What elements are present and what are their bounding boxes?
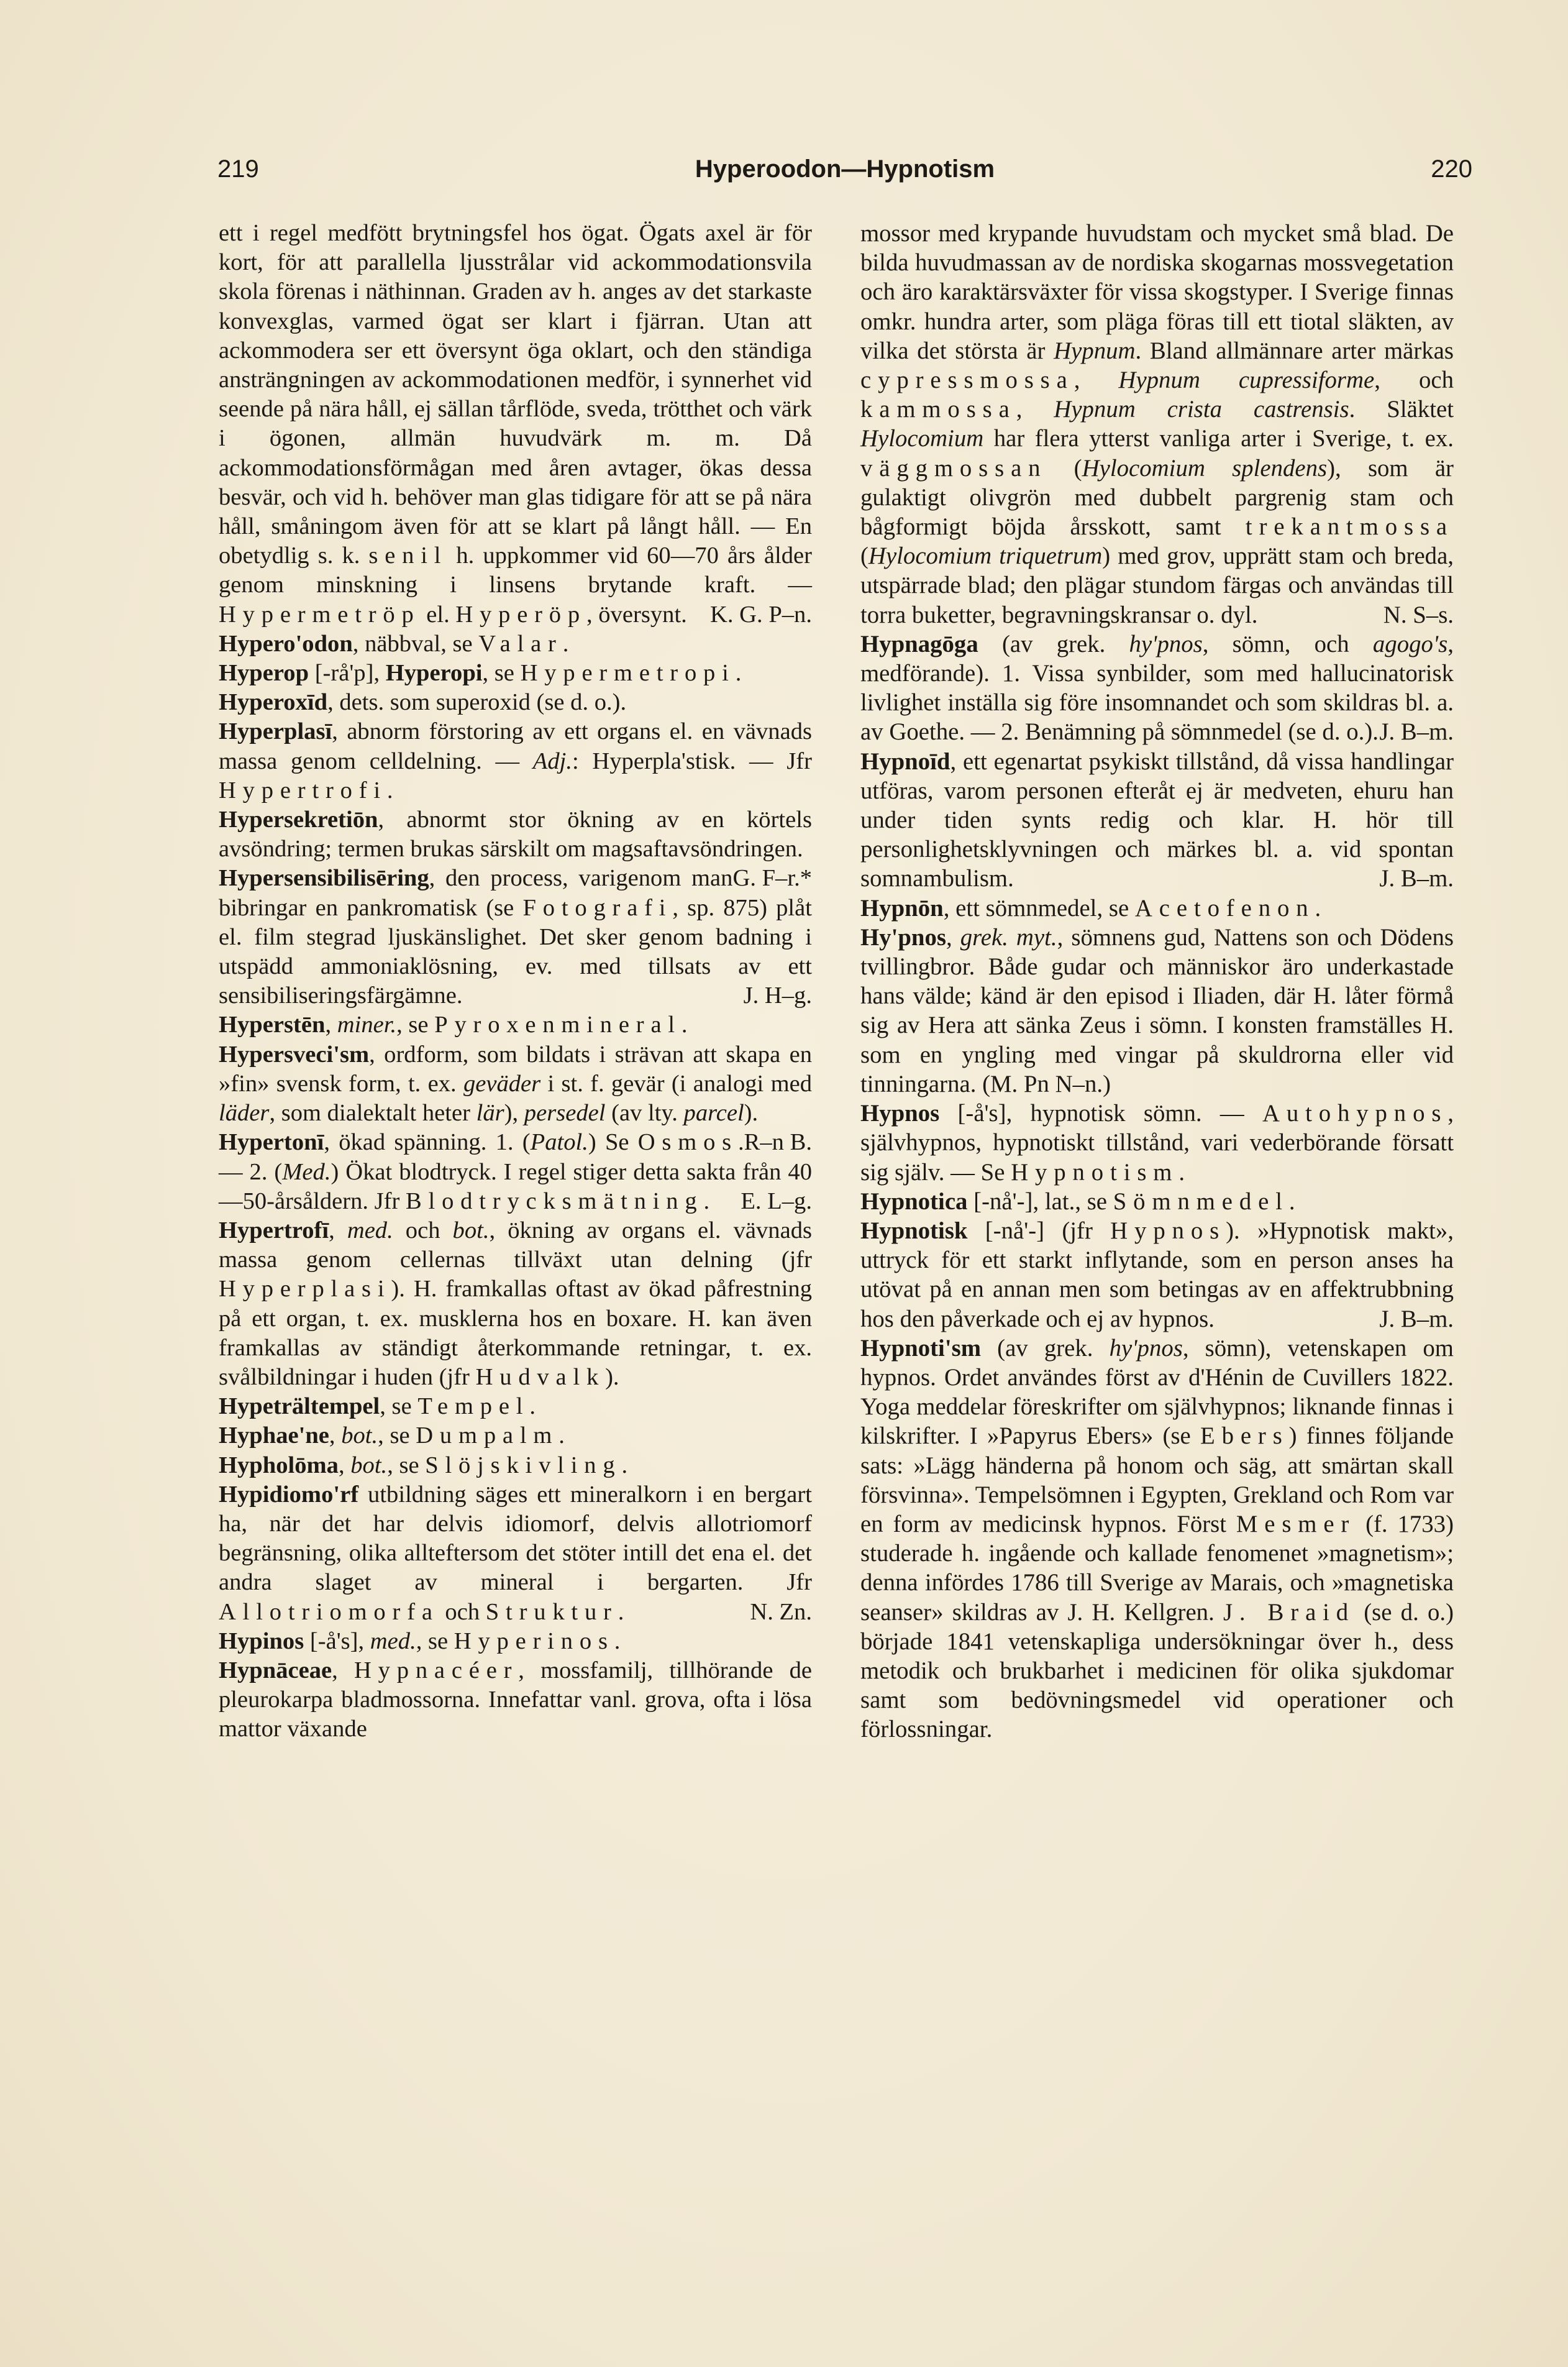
entry-hyperoodon: Hypero'odon, näbbval, se Valar. bbox=[219, 630, 569, 657]
headword: Hypnagōga bbox=[860, 630, 978, 657]
headword: Hypero'odon bbox=[219, 630, 353, 657]
running-title: Hyperoodon—Hypnotism bbox=[695, 155, 995, 183]
entry-hypersvecism: Hypersveci'sm, ordform, som bildats i strävan att skapa en »fin» svensk form, t. ex. geväder i st. f. gevär (i analogi med läder, som dialektalt heter lär), persedel (av lty. parcel). R–n B. bbox=[219, 1040, 812, 1129]
entry-hypertrofi: Hypertrofī, med. och bot., ökning av organs el. vävnads massa genom cellernas tillväxt utan delning (jfr Hyperplasi). H. framkallas oftast av ökad påfrestning på ett organ, t. ex. musklerna hos en boxare. H. kan även framkallas av ständigt återkommande retningar, t. ex. svålbildningar i huden (jfr Hudvalk). bbox=[219, 1217, 812, 1390]
page-header bbox=[217, 155, 1472, 193]
headword: Hypertrofī bbox=[219, 1217, 329, 1243]
signature: J. H–g. bbox=[743, 982, 812, 1009]
entry-hypertoni: Hypertonī, ökad spänning. 1. (Patol.) Se Osmos. — 2. (Med.) Ökat blodtryck. I regel stiger detta sakta från 40—50-årsåldern. Jfr Blodtrycksmätning. E. L–g. bbox=[219, 1128, 812, 1216]
entry-hypersensibilisering: Hypersensibilisēring, den process, varigenom man bibringar en pankromatisk (se Fotografi, sp. 875) plåt el. film stegrad ljuskänslighet. Det sker genom badning i utspädd ammoniaklösning, ev. med tillsats av ett sensibiliseringsfärgämne. J. H–g. bbox=[219, 864, 812, 1010]
headword: Hypersensibilisēring bbox=[219, 865, 429, 892]
entry-hypnoid: Hypnoīd, ett egenartat psykiskt tillstånd, då vissa handlingar utföras, varom personen efteråt ej är medveten, ehuru han under tiden synts redig och klar. H. hör till personlighetsklyvningen och märkes bl. a. vid spontan somnambulism. J. B–m. bbox=[860, 747, 1454, 894]
headword: Hypnoīd bbox=[860, 748, 950, 775]
entry-hypnotism: Hypnoti'sm (av grek. hy'pnos, sömn), vetenskapen om hypnos. Ordet användes först av d'Hénin de Cuvillers 1822. Yoga meddelar föreskrifter om självhypnos; liknande finnas i kilskrifter. I »Papyrus Ebers» (se Ebers) finnes följande sats: »Lägg händerna på honom och säg, att smärtan skall försvinna». Tempelsömnen i Egypten, Grekland och Rom var en form av medicinsk hypnos. Först Mesmer (f. 1733) studerade h. ingående och kallade fenomenet »magnetism»; denna infördes 1786 till Sverige av Marais, och »magnetiska seanser» skildras av J. H. Kellgren. J. Braid (se d. o.) började 1841 vetenskapliga undersökningar över h., dess metodik och brukbarhet i medicinen för olika sjukdomar samt som bedövningsmedel vid operationer och förlossningar. bbox=[860, 1334, 1454, 1743]
signature: J. B–m. bbox=[1379, 718, 1454, 746]
headword: Hypnoti'sm bbox=[860, 1334, 982, 1362]
signature: N. Zn. bbox=[750, 1598, 812, 1625]
entry-hypidiomorf: Hypidiomo'rf utbildning säges ett mineralkorn i en bergart ha, när det har delvis idiomorf, delvis allotriomorf begränsning, olika allteftersom det stöter intill det ena el. det andra slaget av mineral i bergarten. Jfr Allotriomorfa och Struktur. N. Zn. bbox=[219, 1480, 812, 1627]
entry-hypnagoga: Hypnagōga (av grek. hy'pnos, sömn, och agogo's, medförande). 1. Vissa synbilder, som med hallucinatorisk livlighet inställa sig före insomnandet och som skildras bl. a. av Goethe. — 2. Benämning på sömnmedel (se d. o.). J. B–m. bbox=[860, 630, 1454, 747]
headword: Hypholōma bbox=[219, 1452, 339, 1478]
headword: Hypinos bbox=[219, 1628, 304, 1654]
headword: Hyperplasī bbox=[219, 718, 332, 745]
entry-hypnos: Hypnos [-å's], hypnotisk sömn. — Autohypnos, självhypnos, hypnotiskt tillstånd, vari vederbörande försatt sig själv. — Se Hypnotism. bbox=[860, 1100, 1454, 1186]
entry-hypnotisk: Hypnotisk [-nå'-] (jfr Hypnos). »Hypnotisk makt», uttryck för ett starkt inflytande, som en person anses ha utövat på en annan men som betingas av en affektrubbning hos den påverkade och ej av hypnos. J. B–m. bbox=[860, 1216, 1454, 1334]
signature: E. L–g. bbox=[741, 1188, 812, 1214]
left-column bbox=[219, 219, 812, 1744]
headword: Hypersekretiōn bbox=[219, 807, 378, 833]
signature: K. G. P–n. bbox=[710, 601, 812, 628]
headword: Hypnotisk bbox=[860, 1217, 968, 1244]
page-number-left: 219 bbox=[217, 155, 259, 183]
headword: Hypersveci'sm bbox=[219, 1041, 370, 1068]
headword: Hyperstēn bbox=[219, 1012, 326, 1038]
entry-hyperop: Hyperop [-rå'p], Hyperopi, se Hypermetropi. bbox=[219, 660, 742, 687]
signature: J. B–m. bbox=[1379, 1305, 1454, 1332]
entry-hypersekretion: Hypersekretiōn, abnormt stor ökning av en körtels avsöndring; termen brukas särskilt om magsaftavsöndringen. G. F–r.* bbox=[219, 805, 812, 864]
entry-hyperopia-continued: ett i regel medfött brytningsfel hos ögat. Ögats axel är för kort, för att parallella ljusstrålar vid ackommodationsvila skola förenas i näthinnan. Graden av h. anges av det starkaste konvexglas, varmed ögat ser klart i fjärran. Utan att ackommodera ser ett översynt öga oklart, och den ständiga ansträngningen av ackommodationen medför, i synnerhet vid seende på nära håll, ej sällan tårflöde, sveda, trötthet och värk i ögonen, allmän huvudvärk m. m. Då ackommodationsförmågan med åren avtager, ökas dessa besvär, och vid h. behöver man glas tidigare för att se på nära håll, småningom även för att se klart på långt håll. — En obetydlig s. k. senil h. uppkommer vid 60—70 års ålder genom minskning i linsens brytande kraft. — Hypermetröp el. Hyperöp, översynt. K. G. P–n. bbox=[219, 219, 812, 630]
entry-hypnos-myth: Hy'pnos, grek. myt., sömnens gud, Nattens son och Dödens tvillingbror. Både gudar och människor äro underkastade hans välde; känd är den episod i Iliaden, där H. låter förmå sig av Hera att sänka Zeus i sömn. I konsten framställes H. som en yngling med vingar på skuldrorna eller vid tinningarna. (M. Pn N–n.) bbox=[860, 923, 1454, 1097]
entry-hypnotica: Hypnotica [-nå'-], lat., se Sömnmedel. bbox=[860, 1188, 1295, 1215]
entry-hyperplasi: Hyperplasī, abnorm förstoring av ett organs el. en vävnads massa genom celldelning. — Adj.: Hyperpla'stisk. — Jfr Hypertrofi. bbox=[219, 718, 812, 803]
entry-hypersten: Hyperstēn, miner., se Pyroxenmineral. bbox=[219, 1012, 688, 1038]
headword: Hypnos bbox=[860, 1100, 940, 1127]
signature: J. B–m. bbox=[1379, 865, 1454, 892]
headword: Hypidiomo'rf bbox=[219, 1481, 359, 1508]
entry-hypinos: Hypinos [-å's], med., se Hyperinos. bbox=[219, 1628, 621, 1654]
entry-hypnon: Hypnōn, ett sömnmedel, se Acetofenon. bbox=[860, 894, 1321, 922]
entry-hypetraltempel: Hypeträltempel, se Tempel. bbox=[219, 1393, 536, 1420]
entry-hyphaene: Hyphae'ne, bot., se Dumpalm. bbox=[219, 1422, 565, 1449]
headword: Hypnōn bbox=[860, 894, 944, 922]
headword: Hypnotica bbox=[860, 1188, 968, 1215]
signature: N. S–s. bbox=[1383, 601, 1454, 628]
entry-hypholoma: Hypholōma, bot., se Slöjskivling. bbox=[219, 1452, 628, 1478]
entry-hypnaceae-continued: mossor med krypande huvudstam och mycket små blad. De bilda huvudmassan av de nordiska skogarnas mossvegetation och äro karaktärsväxter för vissa skogstyper. I Sverige finnas omkr. hundra arter, som pläga föras till ett tiotal släkten, av vilka det största är Hypnum. Bland allmännare arter märkas cypressmossa, Hypnum cupressiforme, och kammossa, Hypnum crista castrensis. Släktet Hylocomium har flera ytterst vanliga arter i Sverige, t. ex. väggmossan (Hylocomium splendens), som är gulaktigt olivgrön med dubbelt pargrenig stam och bågformigt böjda årsskott, samt trekantmossa (Hylocomium triquetrum) med grov, upprätt stam och breda, utspärrade blad; den plägar stundom färgas och användas till torra buketter, begravningskransar o. dyl. N. S–s. bbox=[860, 219, 1454, 630]
entry-hyperoxid: Hyperoxīd, dets. som superoxid (se d. o.). bbox=[219, 689, 627, 716]
right-column bbox=[860, 219, 1454, 1744]
entry-hypnaceae: Hypnāceae, Hypnacéer, mossfamilj, tillhörande de pleurokarpa bladmossorna. Innefattar vanl. grova, ofta i lösa mattor växande bbox=[219, 1657, 812, 1742]
signature: R–n B. bbox=[744, 1129, 812, 1156]
headword: Hyperoxīd bbox=[219, 689, 328, 716]
headword: Hyperop bbox=[219, 660, 309, 687]
headword: Hypeträltempel bbox=[219, 1393, 380, 1420]
headword: Hypnāceae bbox=[219, 1657, 332, 1683]
headword: Hy'pnos bbox=[860, 923, 947, 951]
page-number-right: 220 bbox=[1431, 155, 1472, 183]
headword: Hyphae'ne bbox=[219, 1422, 329, 1449]
signature: G. F–r.* bbox=[732, 865, 812, 892]
headword: Hypertonī bbox=[219, 1129, 324, 1156]
